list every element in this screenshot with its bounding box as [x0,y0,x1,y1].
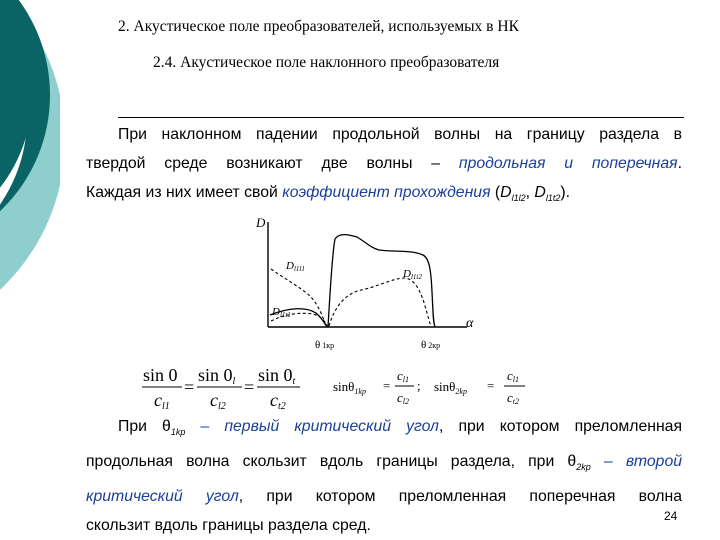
snell-eq1: = [184,377,195,397]
crit-line-3: критический угол, при котором преломленная поперечная волна [86,488,682,506]
crit2-den: ct2 [507,390,520,406]
crit-line-4: скользит вдоль границы раздела сред. [86,517,371,535]
first-critical-angle-emphasis: – первый критический угол [200,418,439,435]
slide-decoration [0,0,60,300]
snell-term3-num: sin 0t [258,365,296,387]
snell-eq2: = [244,377,255,397]
transmission-coef-emphasis: коэффициент прохождения [282,184,491,201]
snell-term1-den: cl1 [154,390,170,412]
crit2-lhs: sinθ$_{2kp}$ [434,379,467,396]
title-divider [118,117,684,118]
crit-line-1: При $\theta_{1kp}$ – первый критический угол, при котором преломленная [118,418,683,438]
page-number: 24 [664,509,678,523]
snell-term3-den: ct2 [270,390,286,412]
intro-line-3: Каждая из них имеет свой коэффициент прохождения ($D_{l1l2}$, $D_{l1t2}$). [86,184,570,204]
crit1-num: cl1 [397,368,410,384]
curve-l1t2-dashed-tail [329,278,431,327]
intro-line-2: твердой среде возникают две волны – продольная и поперечная. [86,155,682,172]
label-d-l1l1: Dl1l1 [286,260,305,273]
tick-theta-1kr: θ 1кр [315,339,335,351]
section-title: 2. Акустическое поле преобразователей, используемых в НК [118,18,519,35]
snell-formulas [140,360,540,412]
label-d-l1t2: Dl1t2 [403,268,422,281]
intro-paragraph [86,120,682,213]
crit1-den: cl2 [397,390,410,406]
snell-term1-num: sin 0 [143,365,178,385]
snell-term2-num: sin 0l [198,365,236,387]
crit2-num: cl1 [507,368,520,384]
subsection-title: 2.4. Акустическое поле наклонного преобразователя [153,54,500,71]
critical-angle-paragraph [86,412,682,540]
wave-types-emphasis: продольная и поперечная [458,155,678,172]
label-d-l1t1: Dl1t1 [272,306,291,319]
crit-line-2: продольная волна скользит вдоль границы раздела, при $\theta_{2kp}$ – второй [86,453,683,473]
tick-theta-2kr: θ 2кр [421,339,441,351]
second-critical-angle-emphasis: – второй [603,453,683,471]
graph-x-label: α [466,316,474,331]
snell-term2-den: cl2 [210,390,226,412]
crit2-eq: = [487,378,495,393]
crit1-lhs: sinθ$_{1kp}$ [333,379,366,396]
crit1-eq: = [383,378,391,393]
crit1-sep: ; [417,378,421,393]
intro-line-1: При наклонном падении продольной волны на границу раздела в [118,126,682,143]
critical-angle-emphasis: критический угол [86,488,239,506]
graph-y-label: D [256,215,266,230]
transmission-graph [255,214,495,356]
